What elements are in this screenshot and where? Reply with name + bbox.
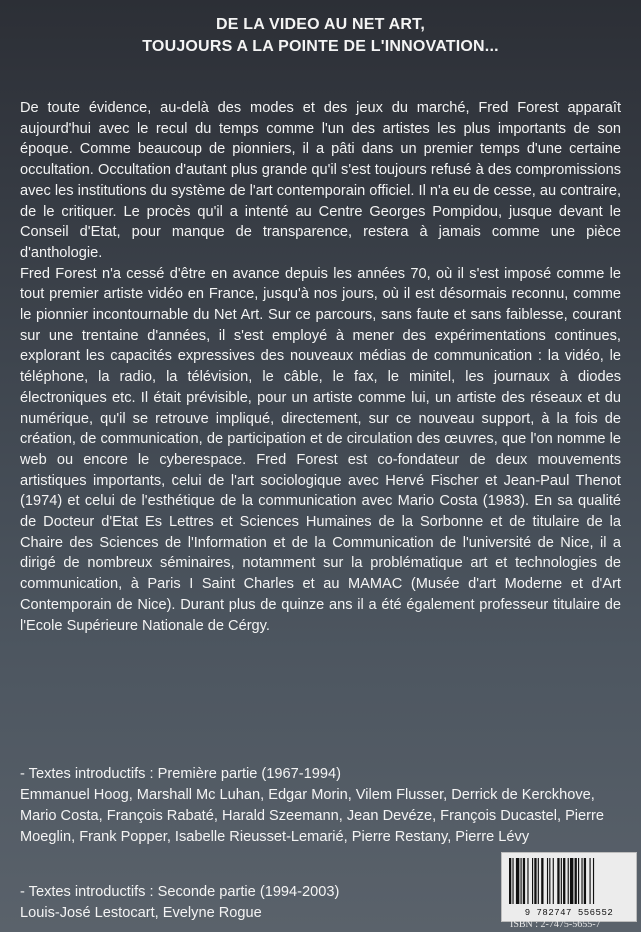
- barcode: [501, 852, 637, 922]
- title-line-2: TOUJOURS A LA POINTE DE L'INNOVATION...: [142, 38, 499, 55]
- body-text: [20, 98, 621, 636]
- intro-texts-part-1: [20, 764, 621, 848]
- paragraph-1: De toute évidence, au-delà des modes et des jeux du marché, Fred Forest apparaît aujourd'hui avec le recul du temps comme l'un des artistes les plus importants de son époque. Comme beaucoup de pionniers, il a pâti dans un premier temps d'une certaine occultation. Occultation d'autant plus grande qu'il s'est toujours refusé à des compromissions avec les institutions du système de l'art contemporain officiel. Il n'a eu de cesse, au contraire, de le critiquer. Le procès qu'il a intenté au Centre Georges Pompidou, jusque devant le Conseil d'Etat, pour manque de transparence, restera à jamais comme une pièce d'anthologie.: [20, 100, 621, 261]
- paragraph-2: Fred Forest n'a cessé d'être en avance depuis les années 70, où il s'est imposé comme le tout premier artiste vidéo en France, jusqu'à nos jours, où il est désormais reconnu, comme le pionnier incontournable du Net Art. Sur ce parcours, sans faute et sans faiblesse, courant sur une trentaine d'années, il s'est employé à mener des expérimentations continues, explorant les capacités expressives des nouveaux médias de communication : la vidéo, le téléphone, la radio, la télévision, le câble, le fax, le minitel, les journaux à diodes électroniques etc. Il était prévisible, pour un artiste comme lui, un artiste des réseaux et du numérique, qu'il se retrouve impliqué, directement, sur ce nouveau support, à la fois de création, de communication, de participation et de circulation des œuvres, que l'on nomme le web ou encore le cyberespace. Fred Forest est co-fondateur de deux mouvements artistiques importants, celui de l'art sociologique avec Hervé Fischer et Jean-Paul Thenot (1974) et celui de l'esthétique de la communication avec Mario Costa (1983). En sa qualité de Docteur d'Etat Es Lettres et Sciences Humaines de la Sorbonne et de titulaire de la Chaire des Sciences de l'Information et de la Communication de l'université de Nice, il a dirigé de nombreux séminaires, notamment sur la problématique art et technologies de communication, à Paris I Saint Charles et au MAMAC (Musée d'art Moderne et d'Art Contemporain de Nice). Durant plus de quinze ans il a été également professeur titulaire de l'Ecole Supérieure Nationale de Cérgy.: [20, 265, 621, 634]
- intro-texts-part-2: [20, 882, 490, 924]
- part-2-authors: Louis-José Lestocart, Evelyne Rogue: [20, 905, 262, 921]
- back-cover-title: [0, 14, 641, 58]
- part-1-heading: - Textes introductifs : Première partie (1967-1994): [20, 766, 341, 782]
- part-1-authors: Emmanuel Hoog, Marshall Mc Luhan, Edgar Morin, Vilem Flusser, Derrick de Kerckhove, Mario Costa, François Rabaté, Harald Szeemann, Jean Devéze, François Ducastel, Pierre Moeglin, Frank Popper, Isabelle Rieusset-Lemarié, Pierre Restany, Pierre Lévy: [20, 787, 605, 845]
- isbn: ISBN : 2-7475-5655-7: [510, 919, 601, 930]
- part-2-heading: - Textes introductifs : Seconde partie (1994-2003): [20, 884, 340, 900]
- barcode-bars-icon: [507, 858, 631, 906]
- title-line-1: DE LA VIDEO AU NET ART,: [215, 16, 426, 33]
- barcode-number: 9 782747 556552: [524, 908, 614, 918]
